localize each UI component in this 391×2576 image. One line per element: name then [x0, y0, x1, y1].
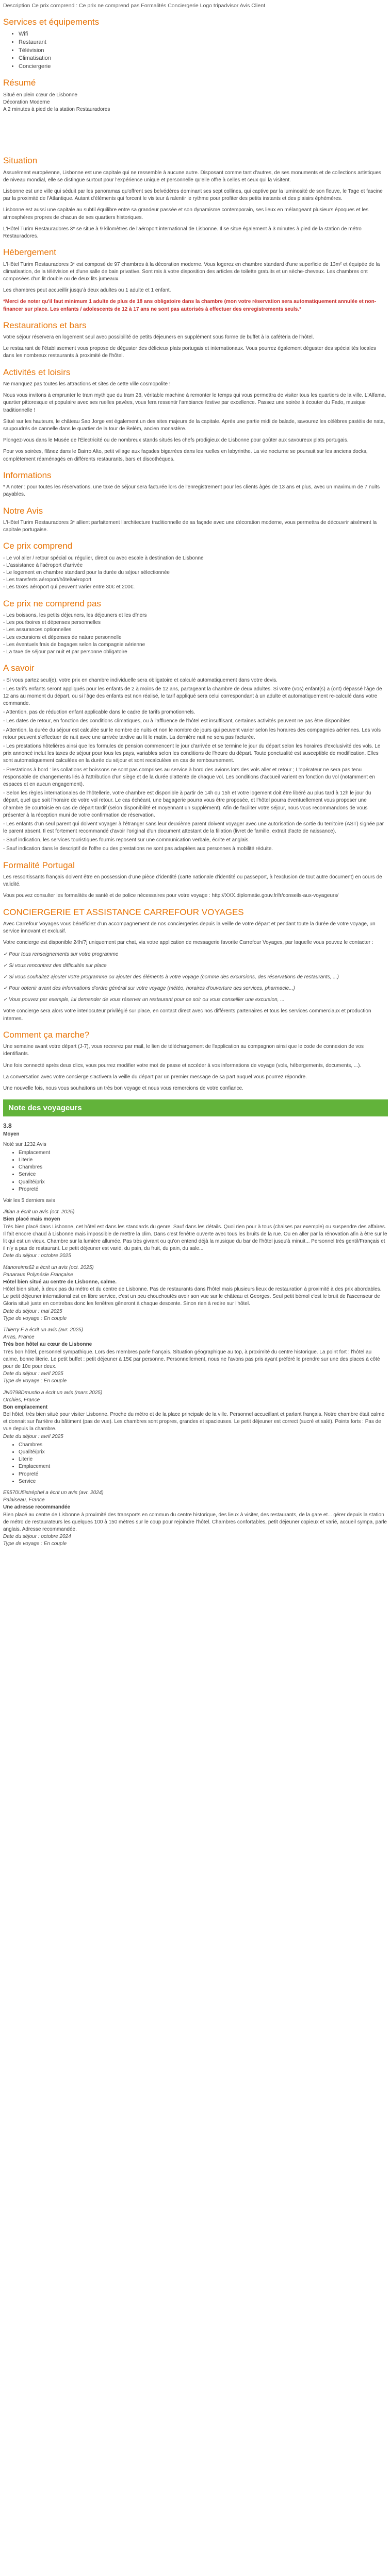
- review-date: Date du séjour : octobre 2024: [3, 1534, 71, 1540]
- review-criterion: • Service: [19, 1478, 388, 1485]
- service-item: • Conciergerie: [19, 63, 388, 71]
- review-criteria-list: [3, 1442, 388, 1485]
- review-location: Palaiseau, France: [3, 1497, 45, 1503]
- review-item: [3, 1389, 388, 1485]
- prix-comprend-item: - Le vol aller / retour spécial ou régulier, direct ou avec escale à destination de Lisbonne: [3, 555, 388, 562]
- review-criterion: • Literie: [19, 1456, 388, 1463]
- reviews-header: Note des voyageurs: [3, 1099, 388, 1116]
- review-item: [3, 1209, 388, 1260]
- review-criterion: • Literie: [19, 1157, 388, 1164]
- situation-paragraph: Lisbonne est une ville qui séduit par les panoramas qu'offrent ses belvédères dominant ses sept collines, qui captive par la luminosité de son fleuve, le Tage et fascine par la proximité de l'Atlantique. Autant d'éléments qui forcent le visiteur à ralentir le rythme pour profiter des petits instants et des plaisirs éphémères.: [3, 189, 383, 202]
- conciergerie-check-item: ✓ Si vous souhaitez ajouter votre programme ou ajouter des éléments à votre voyage (comme des excursions, des réservations de restaurants, ...): [3, 974, 339, 980]
- prix-comprend-item: - Le logement en chambre standard pour la durée du séjour sélectionnée: [3, 569, 388, 577]
- restauration-paragraph: Le restaurant de l'établissement vous propose de déguster des délicieux plats portugais et internationaux. Vous pourrez également déguster des spécialités locales dans les nombreux restaurants à proximité de l'hôtel.: [3, 346, 376, 359]
- resume-line: Situé en plein cœur de Lisbonne Décoration Moderne A 2 minutes à pied de la station Restauradores: [3, 92, 110, 113]
- review-trip-type: Type de voyage : En couple: [3, 1378, 67, 1384]
- review-title: Bien placé mais moyen: [3, 1216, 60, 1223]
- prix-comprend-item: - Les taxes aéroport qui peuvent varier entre 30€ et 200€.: [3, 584, 388, 591]
- restauration-paragraph: Votre séjour réservera en logement seul avec possibilité de petits déjeuners en supplément sous forme de buffet à la cafétéria de l'hôtel.: [3, 334, 314, 341]
- review-location: Panaraux Polynésie Française: [3, 1272, 73, 1278]
- comment-paragraph: La conversation avec votre concierge s'activera la veille du départ par un premier message de sa part auquel vous pourrez répondre.: [3, 1074, 307, 1080]
- informations-paragraph: * A noter : pour toutes les réservations, une taxe de séjour sera facturée lors de l'enregistrement pour les clients âgés de 13 ans et plus, avec un maximum de 7 nuits payables.: [3, 484, 380, 498]
- hebergement-paragraph: Les chambres peut accueillir jusqu'à deux adultes ou 1 adulte et 1 enfant.: [3, 287, 171, 294]
- prix-ne-comprend-title: Ce prix ne comprend pas: [3, 598, 101, 608]
- prix-ne-comprend-item: - Les assurances optionnelles: [3, 626, 388, 634]
- review-date: Date du séjour : avril 2025: [3, 1371, 63, 1377]
- review-location: Orchies, France: [3, 1397, 40, 1403]
- review-criterion: • Qualité/prix: [19, 1179, 388, 1186]
- a-savoir-item: - Selon les règles internationales de l'hôtellerie, votre chambre est disponible à partir de 14h ou 15h et votre logement doit être libéré au plus tard à 12h le jour du départ, quel que soit l'horaire de votre vol retour. Le cas échéant, une bagagerie pourra vous être proposée, et l'hôtel pourra éventuellement vous proposer une chambre de courtoisie en cas de départ tardif (selon disponibilité et moyennant un supplément). Afin de faciliter votre séjour, nous vous recommandons de vous présenter à la réception muni de votre confirmation de réservation.: [3, 790, 371, 818]
- a-savoir-item: - Prestations à bord : les collations et boissons ne sont pas comprises au service à bord des avions lors des vols aller et retour ; L'opérateur ne sera pas tenu responsable de changements liés à l'attribution d'un siège et de la durée d'attente de chaque vol. Les conditions d'accueil varient en fonction du vol (notamment en espaces et en aucun engagement).: [3, 767, 375, 787]
- services-list: [3, 30, 388, 71]
- review-title: Hôtel bien situé au centre de Lisbonne, calme.: [3, 1279, 117, 1285]
- prix-comprend-item: - L'assistance à l'aéroport d'arrivée: [3, 562, 388, 569]
- review-author: E9570U5istréphel a écrit un avis (avr. 2024): [3, 1489, 104, 1496]
- conciergerie-paragraph: Avec Carrefour Voyages vous bénéficiez d'un accompagnement de nos conciergeries depuis la veille de votre départ et pendant toute la durée de votre voyage, un service innovant et exclusif.: [3, 921, 376, 935]
- a-savoir-item: - Les tarifs enfants seront appliqués pour les enfants de 2 à moins de 12 ans, partageant la chambre de deux adultes. Si votre (vos) enfant(s) a (ont) dépassé l'âge de 12 ans au moment du départ, ou si l'âge des enfants est non réalisé, le tarif appliqué sera celui correspondant à un adulte et automatiquement re-calculé dans votre commande.: [3, 686, 382, 707]
- page: [0, 2, 391, 1548]
- review-author: Thierry F a écrit un avis (avr. 2025): [3, 1327, 84, 1333]
- review-criterion: • Chambres: [19, 1442, 388, 1449]
- comment-paragraph: Une fois connecté après deux clics, vous pourrez modifier votre mot de passe et accéder à vos informations de voyage (vols, hébergements, documents, ...).: [3, 1062, 362, 1069]
- informations-title: Informations: [3, 470, 52, 480]
- conciergerie-check-item: ✓ Vous pouvez par exemple, lui demander de vous réserver un restaurant pour ce soir ou vous conseiller une excursion, ...: [3, 997, 285, 1003]
- review-author: Manoreims62 a écrit un avis (oct. 2025): [3, 1264, 94, 1270]
- prix-comprend-item: - Les transferts aéroport/hôtel/aéroport: [3, 577, 388, 584]
- service-item: • Climatisation: [19, 55, 388, 63]
- prix-comprend-list: [3, 555, 388, 591]
- conciergerie-paragraph: Votre concierge sera alors votre interlocuteur privilégié sur place, en contact direct avec nos différents partenaires et tous les services commerciaux et production internes.: [3, 1008, 371, 1022]
- review-criterion: • Service: [19, 1171, 388, 1178]
- prix-ne-comprend-item: - La taxe de séjour par nuit et par personne obligatoire: [3, 649, 388, 656]
- review-text: Très bon hôtel, personnel sympathique. Lors des membres parle français. Situation géographique au top, à proximité du centre historique. La point fort : l'hôtel au calme, bonne literie. Le petit buffet : petit déjeuner à 15€ par personne. Personnellement, nous ne l'avons pas pris ayant préféré le prendre sur une des places à côté pour de 10e pour deux.: [3, 1349, 380, 1369]
- a-savoir-item: - Attention, la durée du séjour est calculée sur le nombre de nuits et non le nombre de jours qui peuvent varier selon les horaires des compagnies aériennes. Les vols retour peuvent s'effectuer de nuit avec une arrivée tardive au lit le matin. La dernière nuit ne sera pas facturée.: [3, 727, 381, 740]
- review-criterion: • Chambres: [19, 1164, 388, 1171]
- a-savoir-item: - Les prestations hôtelières ainsi que les formules de pension commencent le jour d'arrivée et se termine le jour du départ selon les horaires d'exclusivité des vols. Le prix annoncé inclut les taxes de séjour pour tous les pays, variables selon les conditions de l'heure du départ. Toute ponctualité est susceptible de modification. Elles sont automatiquement calculées en la durée du séjour et sont recalculées en cas de remboursement.: [3, 743, 381, 764]
- a-savoir-item: - Les dates de retour, en fonction des conditions climatiques, ou à l'affluence de l'hôtel est insuffisant, certaines activités peuvent ne pas être disponibles.: [3, 718, 352, 724]
- review-date: Date du séjour : avril 2025: [3, 1433, 63, 1439]
- review-location: Arras, France: [3, 1334, 35, 1341]
- prix-comprend-title: Ce prix comprend: [3, 541, 73, 551]
- a-savoir-item: - Attention, pas de réduction enfant applicable dans le cadre de tarifs promotionnels.: [3, 709, 196, 716]
- activites-paragraph: Nous vous invitons à emprunter le tram mythique du tram 28, véritable machine à remonter le temps qui vous permettra de visiter tous les quartiers de la ville. L'Alfama, quartier pittoresque et populaire avec ses ruelles pavées, vous fera ressentir l'ambiance festive par excellence. Passez une soirée à écouter du Fado, musique traditionnelle !: [3, 393, 386, 413]
- conciergerie-check-item: ✓ Si vous rencontrez des difficultés sur place: [3, 962, 107, 969]
- review-text: Très bien placé dans Lisbonne, cet hôtel est dans les standards du genre. Sauf dans les détails. Quoi rien pour à tous (chaises par exemple) ou suspendre des affaires. Il fait encore chaud à Lisbonne mais impossible de mettre la clim. Dans c'est fenêtre ouverte avec tous les bruits de la rue. Ou en aller par la rénovation afin à être sur le lit qui est un vieux. Chambre sur la lumière allumée. Pas très givrant ou qu'on entend déjà la musique du bar de l'hôtel jusqu'à minuit... Personnel très gentil/Français et il n'y a pas de restaurant. Le petit déjeuner est varié, du pain, du fruit, du pain, du sale...: [3, 1224, 387, 1252]
- prix-ne-comprend-item: - Les pourboires et dépenses personnelles: [3, 619, 388, 626]
- notre-avis-paragraph: L'Hôtel Turim Restauradores 3* allient parfaitement l'architecture traditionnelle de sa façade avec une décoration moderne, vous permettra de découvrir aisément la capitale portugaise.: [3, 519, 377, 533]
- situation-paragraph: Lisbonne est aussi une capitale au subtil équilibre entre sa grandeur passée et son dynamisme contemporain, ses lieux en mélangeant plusieurs époques et les atmosphères propres de chacun de ses quartiers historiques.: [3, 207, 369, 221]
- review-date: Date du séjour : mai 2025: [3, 1308, 62, 1314]
- review-summary: [3, 1141, 388, 1205]
- prix-ne-comprend-list: [3, 612, 388, 656]
- activites-paragraph: Pour vos soirées, flânez dans le Bairro Alto, petit village aux façades bigarrées dans les ruelles en labyrinthe. La vie nocturne se poursuit sur les anciens docks, complètement réaménagés en différents restaurants, bars et discothèques.: [3, 449, 368, 462]
- review-item: [3, 1489, 388, 1548]
- service-item: • Télévision: [19, 47, 388, 55]
- hebergement-title: Hébergement: [3, 247, 57, 258]
- service-item: • Restaurant: [19, 39, 388, 47]
- comment-title: Comment ça marche?: [3, 1029, 90, 1040]
- review-author: Jitian a écrit un avis (oct. 2025): [3, 1209, 75, 1215]
- a-savoir-item: - Sauf indication, les services touristiques fournis reposent sur une communication verbale, écrite et anglais.: [3, 837, 250, 843]
- services-title: Services et équipements: [3, 16, 100, 27]
- a-savoir-item: - Les enfants d'un seul parent qui doivent voyager à l'étranger sans leur deuxième parent doivent voyager avec une autorisation de sortie du territoire (AST) signée par le parent absent. Il est fortement recommandé d'avoir l'original d'un document attestant de la filiation (livret de famille, extrait d'acte de naissance).: [3, 821, 384, 835]
- review-count: Noté sur 1232 Avis: [3, 1141, 46, 1147]
- review-criterion: • Propreté: [19, 1471, 388, 1478]
- prix-ne-comprend-item: - Les boissons, les petits déjeuners, les déjeuners et les dîners: [3, 612, 388, 619]
- review-title: Très bon hôtel au cœur de Lisbonne: [3, 1342, 92, 1348]
- conciergerie-title: CONCIERGERIE ET ASSISTANCE CARREFOUR VOYAGES: [3, 907, 244, 917]
- review-criterion: • Emplacement: [19, 1149, 388, 1157]
- resume-title: Résumé: [3, 78, 36, 88]
- review-title: Une adresse recommandée: [3, 1504, 71, 1511]
- situation-title: Situation: [3, 156, 38, 166]
- review-criteria-list: [3, 1149, 388, 1193]
- situation-paragraph: Assurément européenne, Lisbonne est une capitale qui ne ressemble à aucune autre. Disposant comme tant d'autres, de ses monuments et de collections artistiques de niveau mondial, elle se distingue surtout pour l'expérience unique et personnelle qu'elle offre à celles et ceux qui la visitent.: [3, 170, 381, 183]
- activites-paragraph: Plongez-vous dans le Musée de l'Électricité ou de nombreux stands situés les chefs prodigieux de Lisbonne pour goûter aux savoureux plats portugais.: [3, 437, 349, 444]
- review-text: Bien placé au centre de Lisbonne à proximité des transports en commun du centre historique, des lieux à visiter, des restaurants, de la gare et... gérer depuis la station de métro de restaurateurs les quelques 100 à 150 mètres sur le coup pour rejoindre l'hôtel. Chambres confortables, petit déjeuner copieux et varié, accueil sympa, parle anglais. Adresse recommandée.: [3, 1512, 387, 1532]
- review-item: [3, 1264, 388, 1323]
- review-item: [3, 1327, 388, 1385]
- service-item: • Wifi: [19, 30, 388, 39]
- review-title: Bon emplacement: [3, 1404, 48, 1410]
- prix-ne-comprend-item: - Les excursions et dépenses de nature personnelle: [3, 634, 388, 641]
- formalites-title: Formalité Portugal: [3, 860, 75, 870]
- review-criterion: • Qualité/prix: [19, 1449, 388, 1456]
- activites-paragraph: Ne manquez pas toutes les attractions et sites de cette ville cosmopolite !: [3, 381, 171, 387]
- comment-paragraph: Une semaine avant votre départ (J-7), vous recevrez par mail, le lien de téléchargement de l'application au compagnon ainsi que le code de connexion de vos identifiants.: [3, 1044, 364, 1057]
- hebergement-warning: *Merci de noter qu'il faut minimum 1 adulte de plus de 18 ans obligatoire dans la chambre (mon votre réservation sera automatiquement annulée et non-financer sur place. Les enfants / adolescents de 12 à 17 ans ne sont pas autorisés à effectuer des enregistrements seuls.*: [3, 299, 377, 312]
- conciergerie-check-item: ✓ Pour tous renseignements sur votre programme: [3, 951, 119, 957]
- review-criterion: • Emplacement: [19, 1463, 388, 1470]
- restauration-title: Restaurations et bars: [3, 320, 87, 330]
- prix-ne-comprend-item: - Les éventuels frais de bagages selon la compagnie aérienne: [3, 641, 388, 649]
- review-text: Bel hôtel, très bien situé pour visiter Lisbonne. Proche du métro et de la place principale de la ville. Personnel accueillant et parlant français. Notre chambre était calme et donnait sur l'arrière du bâtiment (pas de vue). Les chambres sont propres, grandes et spacieuses. Le petit déjeuner est correct (sucré et salé). Points forts : Pas de vue depuis la chambre.: [3, 1412, 385, 1432]
- review-author: JN0798Dmustio a écrit un avis (mars 2025): [3, 1389, 103, 1396]
- activites-title: Activités et loisirs: [3, 367, 71, 377]
- review-date: Date du séjour : octobre 2025: [3, 1253, 71, 1259]
- activites-paragraph: Situé sur les hauteurs, le château Sao Jorge est également un des sites majeurs de la capitale. Après une partie midi de balade, savourez les célèbres pastéis de nata, saupoudrés de cannelle dans le quartier de la tour de Belém, ancien monastère.: [3, 418, 385, 432]
- formalites-paragraph: Les ressortissants français doivent être en possession d'une pièce d'identité (carte nationale d'identité ou passeport, à l'exclusion de tout autre document) en cours de validité.: [3, 874, 382, 888]
- review-criterion: • Propreté: [19, 1186, 388, 1193]
- hebergement-paragraph: L'Hôtel Turim Restauradores 3* est composé de 97 chambres à la décoration moderne. Vous logerez en chambre standard d'une superficie de 13m² et équipée de la climatisation, de la télévision et d'une salle de bain privative. Sont mis à votre disposition des articles de toilette gratuits et un sèche-cheveux. Les chambres ont composées d'un lit double ou de deux lits jumeaux.: [3, 261, 380, 282]
- review-trip-type: Type de voyage : En couple: [3, 1315, 67, 1321]
- review-more-link[interactable]: Voir les 5 derniers avis: [3, 1198, 55, 1204]
- a-savoir-item: - Sauf indication dans le descriptif de l'offre ou des prestations ne sont pas adaptées aux personnes à mobilité réduite.: [3, 846, 273, 852]
- review-score-label: Moyen: [3, 1131, 20, 1137]
- situation-paragraph: L'Hôtel Turim Restauradores 3* se situe à 9 kilomètres de l'aéroport international de Lisbonne. Il se situe également à 3 minutes à pied de la station de métro Restauradores.: [3, 226, 362, 239]
- top-navigation-text: Description Ce prix comprend : Ce prix ne comprend pas Formalités Conciergerie Logo tripadvisor Avis Client: [3, 3, 266, 9]
- a-savoir-title: A savoir: [3, 663, 35, 673]
- a-savoir-item: - Si vous partez seul(e), votre prix en chambre individuelle sera obligatoire et calculé automatiquement dans votre devis.: [3, 677, 278, 683]
- comment-paragraph: Une nouvelle fois, nous vous souhaitons un très bon voyage et nous vous remercions de votre confiance.: [3, 1085, 243, 1091]
- formalites-link[interactable]: Vous pouvez consulter les formalités de santé et de police nécessaires pour votre voyage : http://XXX.diplomatie.gouv.fr/fr/conseils-aux-voyageurs/: [3, 893, 339, 899]
- review-score: 3.8: [3, 1122, 12, 1130]
- review-text: Hôtel bien situé, à deux pas du métro et du centre de Lisbonne. Pas de restaurants dans l'hôtel mais plusieurs lieux de restauration à proximité à des prix abordables. Le petit déjeuner international est en libre service, c'est un peu chouchoutés avoir son vue sur le château et Georges. Seul petit bémol c'est le bruit de l'ascenseur de Gloria situé juste en contrebas donc les fenêtres gêneront à chaque descente. Sinon rien à redire sur l'hôtel.: [3, 1286, 382, 1307]
- notre-avis-title: Notre Avis: [3, 505, 43, 516]
- review-trip-type: Type de voyage : En couple: [3, 1541, 67, 1547]
- conciergerie-paragraph: Votre concierge est disponible 24h/7j uniquement par chat, via votre application de messagerie favorite Carrefour Voyages, par laquelle vous pouvez le contacter :: [3, 940, 373, 946]
- conciergerie-check-item: ✓ Pour obtenir avant des informations d'ordre général sur votre voyage (météo, horaires d'ouverture des services, pharmacie...): [3, 986, 295, 992]
